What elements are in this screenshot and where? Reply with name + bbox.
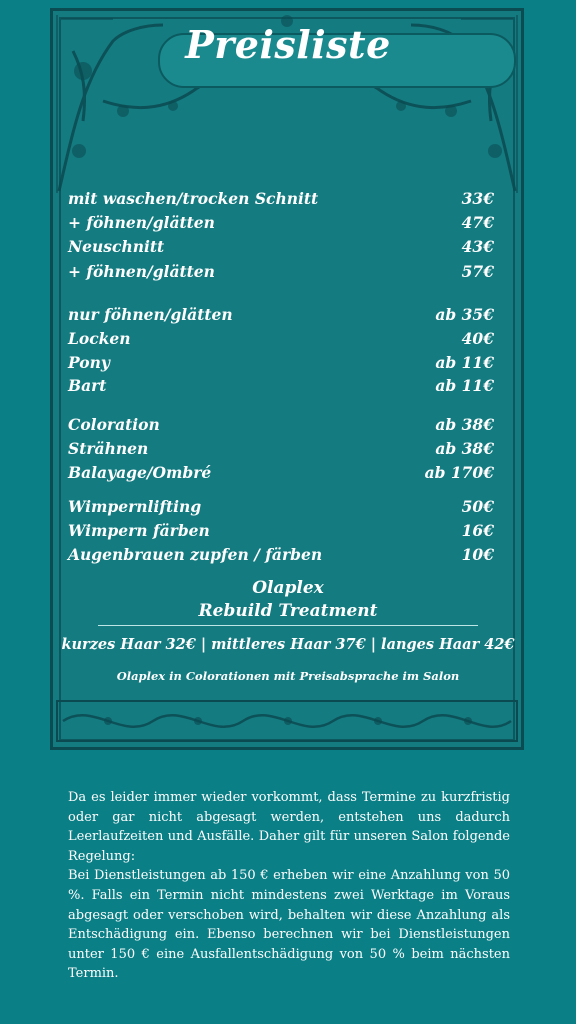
price-row: [0, 497, 576, 521]
service-label: Wimpern färben: [68, 521, 210, 540]
olaplex-title: Olaplex: [252, 578, 324, 598]
service-price: ab 35€: [435, 305, 494, 324]
cancellation-notice: [68, 788, 510, 984]
service-price: ab 11€: [435, 353, 494, 372]
service-price: 40€: [461, 329, 494, 348]
service-label: Strähnen: [68, 439, 149, 458]
service-label: Pony: [68, 353, 110, 372]
service-label: Bart: [68, 376, 107, 395]
price-row: [0, 329, 576, 353]
service-label: Wimpernlifting: [68, 497, 202, 516]
service-price: 10€: [461, 545, 494, 564]
page-title: Preisliste: [185, 22, 391, 67]
price-row: [0, 521, 576, 545]
olaplex-note: Olaplex in Colorationen mit Preisabsprache im Salon: [116, 669, 460, 683]
service-price: 57€: [461, 262, 494, 281]
service-price: 47€: [461, 213, 494, 232]
price-row: [0, 189, 576, 213]
service-label: Locken: [68, 329, 131, 348]
olaplex-subtitle: Rebuild Treatment: [198, 601, 378, 621]
service-label: nur föhnen/glätten: [68, 305, 233, 324]
notice-paragraph: Bei Dienstleistungen ab 150 € erheben wir eine Anzahlung von 50 %. Falls ein Termin nicht mindestens zwei Werktage im Voraus abgesagt oder verschoben wird, behalten wir diese Anzahlung als Entschädigung ein. Ebenso berechnen wir bei Dienstleistungen unter 150 € eine Ausfallentschädigung von 50 % beim nächsten Termin.: [68, 868, 510, 982]
service-label: Neuschnitt: [68, 237, 165, 256]
service-price: 33€: [461, 189, 494, 208]
price-row: [0, 415, 576, 439]
service-label: Coloration: [68, 415, 160, 434]
service-label: Augenbrauen zupfen / färben: [68, 545, 323, 564]
service-label: mit waschen/trocken Schnitt: [68, 189, 319, 208]
olaplex-divider: [98, 625, 478, 626]
olaplex-prices: kurzes Haar 32€ | mittleres Haar 37€ | langes Haar 42€: [61, 636, 515, 653]
price-row: [0, 213, 576, 237]
price-row: [0, 439, 576, 463]
service-label: + föhnen/glätten: [68, 262, 215, 281]
price-row: [0, 545, 576, 569]
service-price: ab 11€: [435, 376, 494, 395]
service-label: + föhnen/glätten: [68, 213, 215, 232]
notice-paragraph: Da es leider immer wieder vorkommt, dass Termine zu kurzfristig oder gar nicht abgesagt werden, entstehen uns dadurch Leerlaufzeiten und Ausfälle. Daher gilt für unseren Salon folgende Regelung:: [68, 790, 510, 864]
price-row: [0, 463, 576, 487]
price-row: [0, 237, 576, 261]
price-row: [0, 305, 576, 329]
price-row: [0, 353, 576, 377]
service-price: 43€: [461, 237, 494, 256]
ornament-bottom: [53, 695, 521, 747]
price-row: [0, 376, 576, 400]
service-price: 50€: [461, 497, 494, 516]
price-row: [0, 262, 576, 286]
service-label: Balayage/Ombré: [68, 463, 212, 482]
service-price: 16€: [461, 521, 494, 540]
service-price: ab 170€: [424, 463, 494, 482]
service-price: ab 38€: [435, 439, 494, 458]
service-price: ab 38€: [435, 415, 494, 434]
